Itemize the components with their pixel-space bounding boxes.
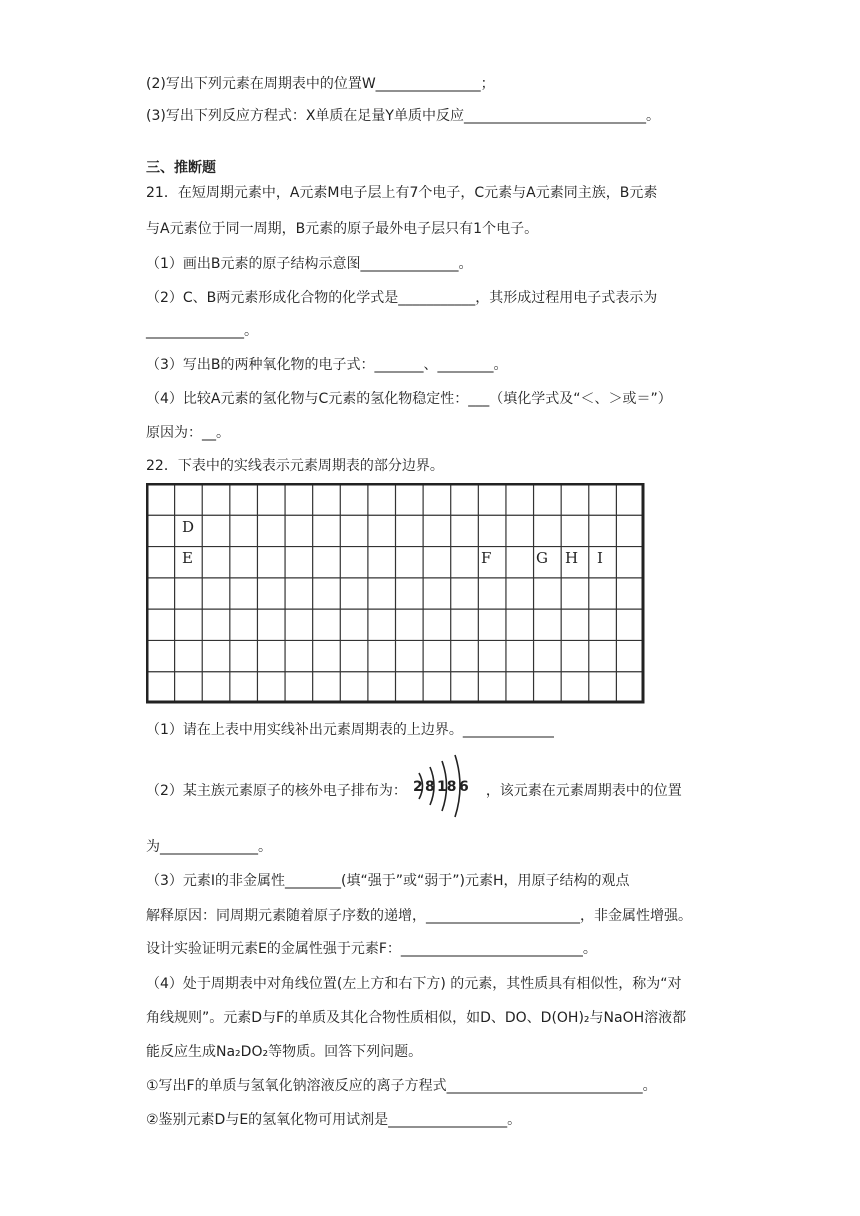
- question-21-part-4-cont: 原因为：__。: [146, 425, 230, 441]
- question-22-part-1: （1）请在上表中用实线补出元素周期表的上边界。_____________: [146, 722, 554, 738]
- question-22-part-2-prefix: （2）某主族元素原子的核外电子排布为：: [146, 783, 407, 799]
- question-21-part-3: （3）写出B的两种氧化物的电子式：_______、________。: [146, 357, 508, 373]
- question-22-part-3-experiment: 设计实验证明元素E的金属性强于元素F：__________________________。: [146, 941, 597, 957]
- shell-3-electrons: 18: [437, 779, 457, 795]
- question-22-part-3-reason: 解释原因：同周期元素随着原子序数的递增，______________________，非金属性增强。: [146, 908, 692, 924]
- shell-1-electrons: 2: [413, 779, 424, 795]
- table-label-d: D: [182, 518, 195, 536]
- question-22-part-3: （3）元素I的非金属性________(填“强于”或“弱于”)元素H，用原子结构的观点: [146, 873, 630, 889]
- question-22-part-2-cont: 为______________。: [146, 839, 272, 855]
- question-21-part-4: （4）比较A元素的氢化物与C元素的氢化物稳定性：___（填化学式及“＜、＞或＝”）: [146, 391, 672, 407]
- question-21-part-2-cont: ______________。: [146, 323, 258, 339]
- table-label-e: E: [182, 549, 193, 567]
- question-20-part-3: (3)写出下列反应方程式：X单质在足量Y单质中反应__________________________。: [146, 108, 660, 124]
- question-21-stem-2: 与A元素位于同一周期，B元素的原子最外电子层只有1个电子。: [146, 221, 539, 237]
- table-label-g: G: [536, 549, 548, 567]
- question-22-part-4-item-2: ②鉴别元素D与E的氢氧化物可用试剂是_________________。: [146, 1112, 522, 1128]
- question-20-part-2: (2)写出下列元素在周期表中的位置W_______________；: [146, 76, 495, 92]
- table-label-h: H: [565, 549, 579, 567]
- electron-shell-diagram: [411, 777, 481, 795]
- question-22-part-4: （4）处于周期表中对角线位置(左上方和右下方) 的元素，其性质具有相似性，称为“对: [146, 976, 682, 992]
- section-heading: 三、推断题: [146, 160, 216, 176]
- question-22-part-2: [146, 777, 682, 800]
- question-22-stem: 22．下表中的实线表示元素周期表的部分边界。: [146, 458, 444, 474]
- question-22-part-4-cont-2: 能反应生成Na₂DO₂等物质。回答下列问题。: [146, 1044, 423, 1060]
- question-22-part-4-item-1: ①写出F的单质与氢氧化钠溶液反应的离子方程式____________________________。: [146, 1078, 657, 1094]
- question-21-stem-1: 21．在短周期元素中，A元素M电子层上有7个电子，C元素与A元素同主族，B元素: [146, 185, 658, 201]
- table-label-f: F: [481, 549, 492, 567]
- question-22-part-2-suffix: ，该元素在元素周期表中的位置: [485, 783, 682, 799]
- shell-2-electrons: 8: [425, 779, 436, 795]
- table-label-i: I: [597, 549, 603, 567]
- question-22-part-4-cont-1: 角线规则”。元素D与F的单质及其化合物性质相似，如D、DO、D(OH)₂与NaOH溶液都: [146, 1010, 687, 1026]
- periodic-table-grid: [146, 483, 646, 709]
- question-21-part-1: （1）画出B元素的原子结构示意图______________。: [146, 256, 473, 272]
- question-21-part-2: （2）C、B两元素形成化合物的化学式是___________，其形成过程用电子式表示为: [146, 290, 658, 306]
- shell-4-electrons: 6: [459, 779, 470, 795]
